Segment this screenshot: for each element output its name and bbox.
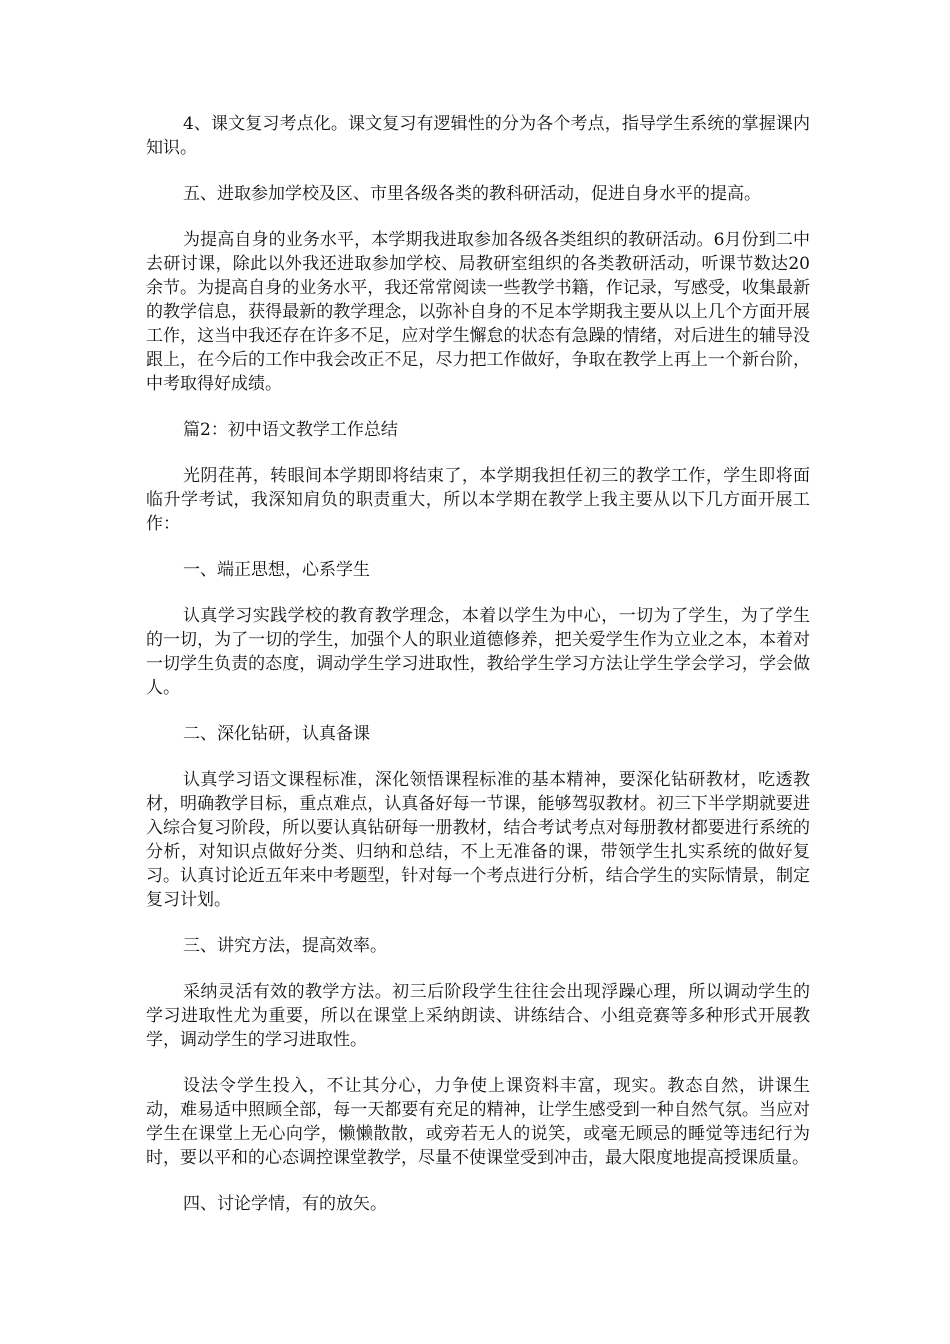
paragraph-engagement: 设法令学生投入，不让其分心，力争使上课资料丰富，现实。教态自然，讲课生动，难易适中照顾全部，每一天都要有充足的精神，让学生感受到一种自然气氛。当应对学生在课堂上无心向学，懒懒散散，或旁若无人的说笑，或毫无顾忌的睡觉等违纪行为时，要以平和的心态调控课堂教学，尽量不使课堂受到冲击，最大限度地提高授课质量。 — [146, 1076, 810, 1168]
document-body — [146, 112, 810, 1238]
section-heading-1: 一、端正思想，心系学生 — [183, 560, 370, 580]
paragraph-methods: 采纳灵活有效的教学方法。初三后阶段学生往往会出现浮躁心理，所以调动学生的学习进取性尤为重要，所以在课堂上采纳朗读、讲练结合、小组竞赛等多种形式开展教学，调动学生的学习进取性。 — [146, 982, 810, 1050]
section-heading-5: 五、进取参加学校及区、市里各级各类的教科研活动，促进自身水平的提高。 — [183, 184, 761, 204]
section-heading-3: 三、讲究方法，提高效率。 — [183, 936, 387, 956]
paragraph-lesson-prep: 认真学习语文课程标准，深化领悟课程标准的基本精神，要深化钻研教材，吃透教材，明确教学目标，重点难点，认真备好每一节课，能够驾驭教材。初三下半学期就要进入综合复习阶段，所以要认真钻研每一册教材，结合考试考点对每册教材都要进行系统的分析，对知识点做好分类、归纳和总结，不上无准备的课，带领学生扎实系统的做好复习。认真讨论近五年来中考题型，针对每一个考点进行分析，结合学生的实际情景，制定复习计划。 — [146, 770, 810, 910]
paragraph-research-activities: 为提高自身的业务水平，本学期我进取参加各级各类组织的教研活动。6月份到二中去研讨课，除此以外我还进取参加学校、局教研室组织的各类教研活动，听课节数达20余节。为提高自身的业务水平，我还常常阅读一些教学书籍，作记录，写感受，收集最新的教学信息，获得最新的教学理念，以弥补自身的不足本学期我主要从以上几个方面开展工作，这当中我还存在许多不足，应对学生懈怠的状态有急躁的情绪，对后进生的辅导没跟上，在今后的工作中我会改正不足，尽力把工作做好，争取在教学上再上一个新台阶，中考取得好成绩。 — [146, 230, 810, 394]
paragraph-intro: 光阴荏苒，转眼间本学期即将结束了，本学期我担任初三的教学工作，学生即将面临升学考试，我深知肩负的职责重大，所以本学期在教学上我主要从以下几方面开展工作： — [146, 466, 810, 534]
paragraph-thinking: 认真学习实践学校的教育教学理念，本着以学生为中心，一切为了学生，为了学生的一切，为了一切的学生，加强个人的职业道德修养，把关爱学生作为立业之本，本着对一切学生负责的态度，调动学生学习进取性，教给学生学习方法让学生学会学习，学会做人。 — [146, 606, 810, 698]
paragraph-review-points: 4、课文复习考点化。课文复习有逻辑性的分为各个考点，指导学生系统的掌握课内知识。 — [146, 114, 810, 158]
section-heading-2: 二、深化钻研，认真备课 — [183, 724, 370, 744]
section-heading-4: 四、讨论学情，有的放矢。 — [183, 1194, 387, 1214]
article-2-title: 篇2：初中语文教学工作总结 — [183, 420, 398, 440]
